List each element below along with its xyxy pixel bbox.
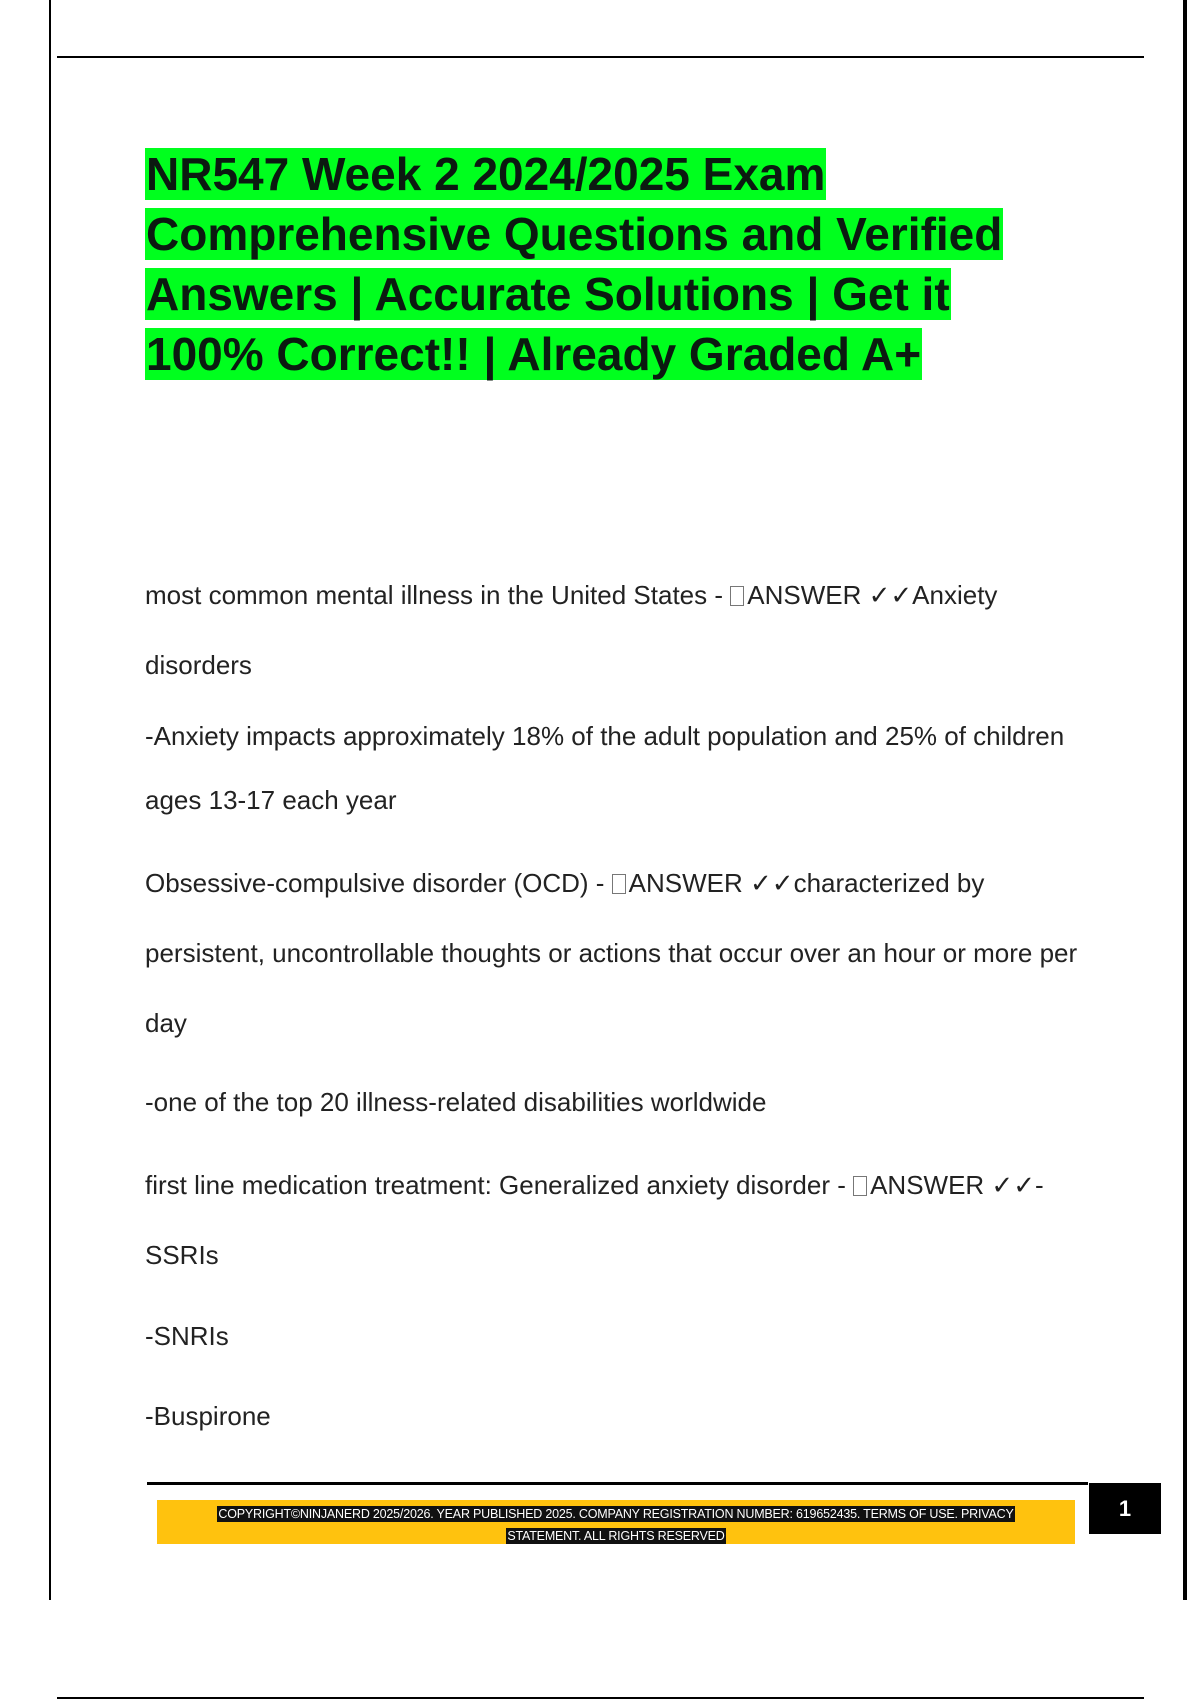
copyright-footer [170,1503,1062,1547]
title-line-1: NR547 Week 2 2024/2025 Exam [146,148,826,200]
qa-item [145,848,1095,1058]
missing-glyph-icon [730,586,744,606]
question-text: Obsessive-compulsive disorder (OCD) - [145,868,612,898]
answer-text: ANSWER ✓✓-SSRIs [145,1170,1044,1270]
document-title [145,144,1135,384]
page-border-right [1183,0,1187,1600]
qa-note: -Buspirone [145,1401,271,1431]
copyright-line-1: COPYRIGHT©NINJANERD 2025/2026. YEAR PUBLISHED 2025. COMPANY REGISTRATION NUMBER: 619652435. TERMS OF USE. PRIVACY [218,1507,1014,1521]
title-line-3: Answers | Accurate Solutions | Get it [146,268,950,320]
qa-item [145,560,1095,700]
footer-rule [147,1482,1088,1485]
answer-text: ANSWER ✓✓characterized by persistent, uncontrollable thoughts or actions that occur over an hour or more per day [145,868,1078,1038]
missing-glyph-icon [853,1176,867,1196]
qa-note: -Anxiety impacts approximately 18% of the adult population and 25% of children ages 13-17 each year [145,721,1065,815]
page-border-left [49,0,51,1600]
title-line-4: 100% Correct!! | Already Graded A+ [146,328,922,380]
missing-glyph-icon [612,874,626,894]
qa-item [145,1150,1095,1290]
bottom-rule [57,1697,1144,1699]
qa-body [145,560,1095,1448]
answer-text: ANSWER ✓✓Anxiety disorders [145,580,998,680]
qa-note: -one of the top 20 illness-related disabilities worldwide [145,1087,767,1117]
question-text: first line medication treatment: Generalized anxiety disorder - [145,1170,854,1200]
title-line-2: Comprehensive Questions and Verified [146,208,1003,260]
top-rule [57,56,1144,58]
page-number: 1 [1089,1483,1161,1534]
copyright-line-2: STATEMENT. ALL RIGHTS RESERVED [507,1529,725,1543]
qa-note: -SNRIs [145,1321,229,1351]
question-text: most common mental illness in the United States - [145,580,731,610]
